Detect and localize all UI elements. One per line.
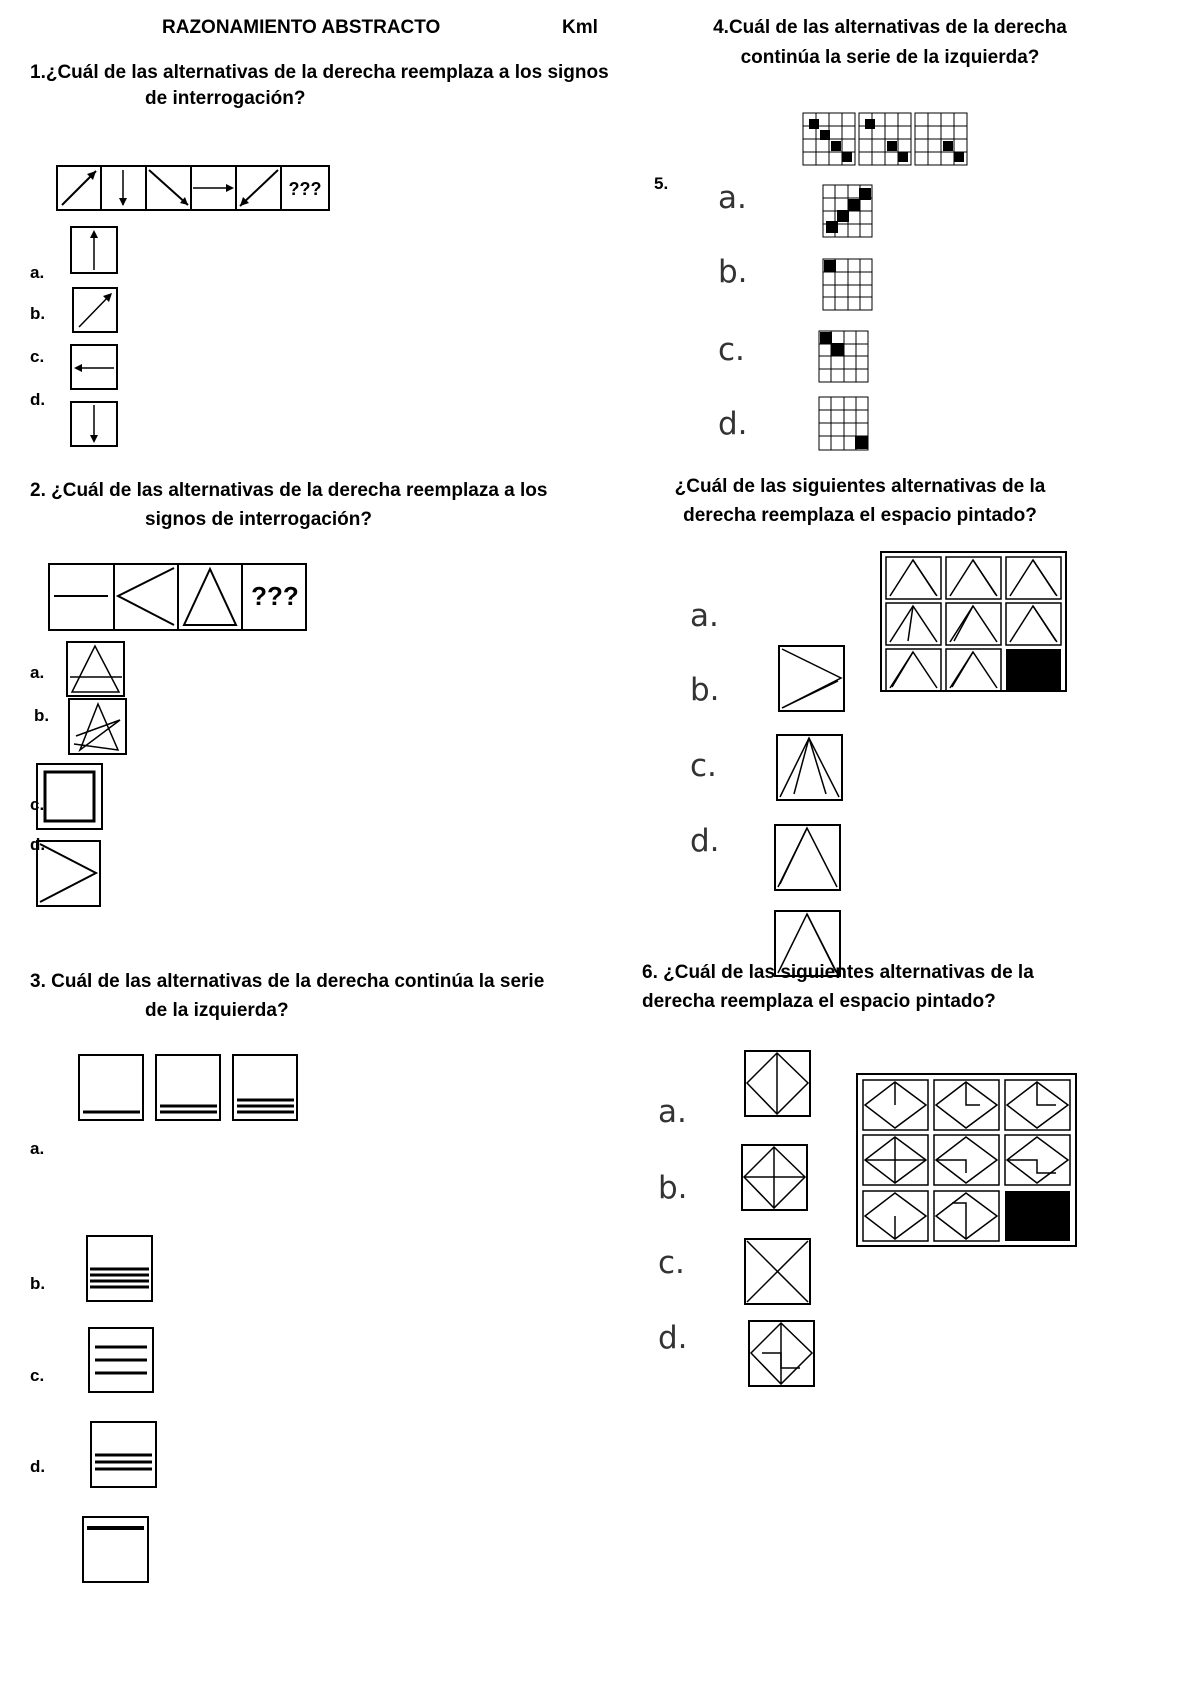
q4-option-b-grid-figure[interactable] <box>822 258 874 312</box>
q6-option-d-label[interactable]: d. <box>658 1320 688 1356</box>
q4-option-d-grid-figure[interactable] <box>818 396 870 452</box>
q3-option-d-label[interactable]: d. <box>30 1457 46 1476</box>
q6-option-c-x-figure[interactable] <box>744 1238 812 1306</box>
q4-option-a-grid-figure[interactable] <box>822 184 874 240</box>
q4-option-c-grid-figure[interactable] <box>818 330 870 384</box>
q5-question-line2: derecha reemplaza el espacio pintado? <box>683 505 1037 526</box>
q2-option-d-chevron-figure[interactable] <box>36 840 102 908</box>
q5-option-b-triangle-figure[interactable] <box>776 734 844 802</box>
q4-sequence-grid-2 <box>859 113 911 165</box>
q1-option-a-label[interactable]: a. <box>30 263 45 282</box>
q3-option-b-three-spaced-lines-figure[interactable] <box>88 1327 155 1394</box>
q5-question-line1: ¿Cuál de las siguientes alternativas de la <box>674 476 1046 497</box>
q3-question-line2: de la izquierda? <box>145 1000 289 1021</box>
q5-matrix <box>880 551 1068 693</box>
q4-question-line2: continúa la serie de la izquierda? <box>740 47 1040 68</box>
q1-option-c-label[interactable]: c. <box>30 347 45 366</box>
q3-question-line1: 3. Cuál de las alternativas de la derecha continúa la serie <box>30 971 545 992</box>
q5-option-c-triangle-figure[interactable] <box>774 824 842 892</box>
q6-option-d-diamond-partial-figure[interactable] <box>748 1320 816 1388</box>
q5-option-d-label[interactable]: d. <box>690 823 720 859</box>
q3-option-a-label[interactable]: a. <box>30 1139 45 1158</box>
q4-question-line1: 4.Cuál de las alternativas de la derecha <box>713 17 1067 38</box>
q3-line-sequence <box>78 1054 298 1122</box>
q4-grid-sequence <box>802 112 968 168</box>
q3-option-d-top-line-figure[interactable] <box>82 1516 150 1584</box>
q1-question-line1: 1.¿Cuál de las alternativas de la derecha reemplaza a los signos <box>30 62 609 83</box>
q6-option-b-label[interactable]: b. <box>658 1170 688 1206</box>
q6-option-a-label[interactable]: a. <box>658 1094 687 1130</box>
q2-option-d-label[interactable]: d. <box>30 835 46 854</box>
q5-option-b-label[interactable]: b. <box>690 672 720 708</box>
q1-arrow-sequence <box>56 165 332 211</box>
q6-option-b-diamond-cross-figure[interactable] <box>741 1144 809 1212</box>
q1-option-b-diagonal-arrow-figure[interactable] <box>72 287 118 333</box>
q5-option-a-sideways-triangle-figure[interactable] <box>778 645 846 713</box>
q3-option-b-label[interactable]: b. <box>30 1274 46 1293</box>
q1-placeholder: ??? <box>288 179 322 199</box>
q1-question-line2: de interrogación? <box>145 88 306 109</box>
q2-option-c-label[interactable]: c. <box>30 795 45 814</box>
q4-sequence-grid-1 <box>803 113 855 165</box>
q2-question-line1: 2. ¿Cuál de las alternativas de la derecha reemplaza a los <box>30 480 548 501</box>
q6-matrix <box>856 1073 1078 1247</box>
q4-option-d-label[interactable]: d. <box>718 406 748 442</box>
q1-option-a-up-arrow-figure[interactable] <box>70 226 118 274</box>
q2-option-a-triangle-figure[interactable] <box>66 641 126 697</box>
q3-option-a-four-lines-figure[interactable] <box>86 1235 154 1303</box>
q2-option-a-label[interactable]: a. <box>30 663 45 682</box>
q2-placeholder: ??? <box>251 581 299 611</box>
q1-option-b-label[interactable]: b. <box>30 304 46 323</box>
q5-option-a-label[interactable]: a. <box>690 598 719 634</box>
q5-option-c-label[interactable]: c. <box>690 748 717 784</box>
q4-sequence-grid-3 <box>915 113 967 165</box>
q2-option-b-star-figure[interactable] <box>68 698 128 756</box>
author-initials: Kml <box>562 17 598 38</box>
q6-option-c-label[interactable]: c. <box>658 1245 685 1281</box>
q1-option-d-down-arrow-figure[interactable] <box>70 401 118 447</box>
q2-option-b-label[interactable]: b. <box>34 706 50 725</box>
q6-question-line2: derecha reemplaza el espacio pintado? <box>642 991 996 1012</box>
q6-option-a-diamond-figure[interactable] <box>744 1050 812 1118</box>
q3-option-c-three-lines-figure[interactable] <box>90 1421 158 1489</box>
q1-option-d-label[interactable]: d. <box>30 390 46 409</box>
q6-question-line1: 6. ¿Cuál de las siguientes alternativas de la <box>642 962 1034 983</box>
q2-question-line2: signos de interrogación? <box>145 509 372 530</box>
q3-option-c-label[interactable]: c. <box>30 1366 45 1385</box>
worksheet-title: RAZONAMIENTO ABSTRACTO <box>162 17 441 38</box>
q4-option-b-label[interactable]: b. <box>718 254 748 290</box>
q5-number: 5. <box>654 174 669 193</box>
q2-option-c-square-figure[interactable] <box>36 763 104 831</box>
q4-option-a-label[interactable]: a. <box>718 180 747 216</box>
q4-option-c-label[interactable]: c. <box>718 332 745 368</box>
q2-shape-sequence <box>48 563 308 631</box>
q1-option-c-left-arrow-figure[interactable] <box>70 344 118 390</box>
